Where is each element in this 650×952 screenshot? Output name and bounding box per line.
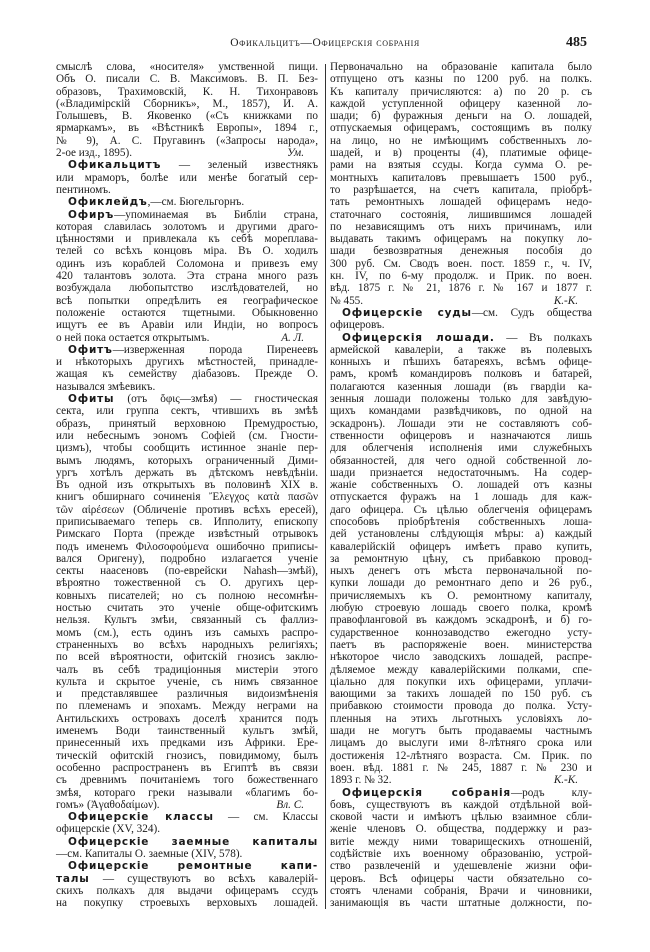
text-line <box>56 861 318 873</box>
text-line: вѣроятно тожественной съ О. другихъ цер- <box>56 577 318 590</box>
text-line: отпускается фуражъ на 1 лошадь для каж- <box>330 491 592 504</box>
text-line: ищутъ ее въ Аравіи или Индіи, но вопросъ <box>56 319 318 332</box>
text-line: Римскаго Порта (прежде извѣстный отрывокъ <box>56 528 318 541</box>
text-line: конныхъ и пѣшихъ батареяхъ, всѣмъ офице- <box>330 356 592 369</box>
text-line <box>56 824 318 836</box>
entry-headword: Офиръ <box>68 208 115 221</box>
text-line <box>56 382 318 394</box>
text-line: по племенамъ и эпохамъ. Между неграми на <box>56 700 318 713</box>
text-line: витіе между ними товарищескихъ отношеній, <box>330 835 592 848</box>
entry-headword: Офикальцитъ <box>68 159 162 172</box>
line-text: о ней пока остается открытымъ. <box>56 331 210 344</box>
text-line: Антильскихъ островахъ доселѣ хранится подъ <box>56 712 318 725</box>
text-line: армейской кавалеріи, а также въ полевыхъ <box>330 343 592 356</box>
text-line: вымъ людямъ, которыхъ ограниченный Дими- <box>56 454 318 467</box>
text-line <box>56 197 318 209</box>
text-line: культа и скрытое ученіе, съ нимъ связанное <box>56 675 318 688</box>
text-line <box>330 296 592 308</box>
entry-headword: Офицерскіе суды <box>342 306 472 319</box>
text-line <box>56 874 318 886</box>
text-line <box>330 333 592 345</box>
text-line: 420 талантовъ золота. Эта страна много разъ <box>56 270 318 283</box>
text-line: купки лошади до ремонтнаго депо и 26 руб., <box>330 577 592 590</box>
text-line: по всей вѣроятности, офитскій гнозисъ заклю- <box>56 651 318 664</box>
text-line: кн. IV, по 6-му продолж. и Прик. по воен. <box>330 270 592 283</box>
author-signature: А. Л. <box>281 331 304 344</box>
text-line: статочнаго состоянія, лишившимся лошадей <box>330 208 592 221</box>
text-line: дѣляемое между кавалерійскими полками, спе- <box>330 663 592 676</box>
text-line <box>330 775 592 787</box>
text-line: подъ именемъ Φιλοσοφούμενα ошибочно приписы- <box>56 540 318 553</box>
text-line: и нѣкоторыхъ другихъ мѣстностей, принадле- <box>56 356 318 369</box>
text-line: положеніе остаются тщетными. Обыкновенно <box>56 306 318 319</box>
text-line: шади безвозвратныя денежныя пособія до <box>330 245 592 258</box>
text-line: съ древнимъ почитаніемъ того божественнаго <box>56 774 318 787</box>
text-line: тическій офитскій гнозисъ, повидимому, былъ <box>56 749 318 762</box>
text-line: цизмъ), чтобы сообщить истинное знаніе пер- <box>56 442 318 455</box>
text-line: рами на взятыя ссуды. Когда сумма О. ре- <box>330 159 592 172</box>
text-line: церовъ. Всѣ офицеры части обязательно со- <box>330 872 592 885</box>
text-line: прибавкою стоимости провода до полка. Усту- <box>330 700 592 713</box>
text-line: достиженія 12-лѣтняго возраста. См. Прик. по <box>330 749 592 762</box>
text-line: любую строевую лошадь своего полка, кромѣ <box>330 602 592 615</box>
text-line: на лицо, но не имѣющимъ собственныхъ ло- <box>330 134 592 147</box>
text-line: ство развлеченій и удешевленіе жизни офи- <box>330 860 592 873</box>
line-text: пентиномъ. <box>56 183 111 196</box>
text-line: секта, или группа сектъ, чтившихъ въ змѣѣ <box>56 405 318 418</box>
entry-headword: Офитъ <box>68 343 113 356</box>
text-line <box>56 394 318 406</box>
entry-text: —изверженная порода Пиренеевъ <box>112 343 318 356</box>
text-line: вающими за такихъ лошадей по 150 руб. съ <box>330 688 592 701</box>
line-text: гомъ» (Ἀγαθοδαίμων). <box>56 798 160 811</box>
text-line: по независящимъ отъ нихъ причинамъ, или <box>330 220 592 233</box>
text-line: вался Оригену), подробно излагается ученіе <box>56 552 318 565</box>
right-column <box>330 62 592 910</box>
text-line: образовъ, Трахимовскій, К. Н. Тихонравовъ <box>56 85 318 98</box>
text-line: и представлявшее различныя видоизмѣненія <box>56 688 318 701</box>
author-signature: К.-К. <box>553 294 578 307</box>
text-line: одинъ изъ кораблей Соломона и привезъ ему <box>56 257 318 270</box>
text-line: кавалерійскій офицеръ имѣетъ право купить, <box>330 540 592 553</box>
text-line: жащая къ семейству діабазовъ. Прежде О. <box>56 368 318 381</box>
text-line <box>56 849 318 861</box>
entry-headword: Офицерскія собранія <box>342 786 511 799</box>
entry-text: —см. Судъ общества <box>471 306 592 319</box>
text-line <box>330 788 592 800</box>
text-line: отпускаемыя офицерамъ, состоящимъ въ полку <box>330 122 592 135</box>
line-text: —см. Капиталы О. заемные (XIV, 578). <box>56 848 243 860</box>
text-line: занимающія въ части штатные должности, по- <box>330 897 592 910</box>
text-line <box>56 800 318 812</box>
text-line: каждой уступленной офицеру казенной ло- <box>330 97 592 110</box>
line-text: офицерскіе (XV, 324). <box>56 823 160 836</box>
text-line <box>330 320 592 332</box>
text-line: именемъ Води таинственный культъ змѣй, <box>56 725 318 738</box>
text-line: Въ одной изъ открытыхъ въ половинѣ XIX в. <box>56 479 318 492</box>
text-line: воен. вѣд. 1881 г. № 245, 1887 г. № 230 и <box>330 761 592 774</box>
text-line: ургъ хотѣлъ держать въ дѣтскомъ невѣдѣніи. <box>56 466 318 479</box>
line-text: 1893 г. № 32. <box>330 774 392 787</box>
text-line: полагаются казенныя лошади (въ гвардіи ка- <box>330 380 592 393</box>
running-header: Офикальцитъ—Офицерскія собранія <box>230 37 420 49</box>
text-line: лицамъ до выслуги ими 8-лѣтняго срока или <box>330 737 592 750</box>
entry-text: —родъ клу- <box>510 786 592 799</box>
text-line <box>56 185 318 197</box>
text-line: всѣ попытки опредѣлить ея географическое <box>56 294 318 307</box>
text-line: телей со всѣхъ концовъ міра. Въ О. ходилъ <box>56 245 318 258</box>
entry-text: —упоминаемая въ Библіи страна, <box>114 208 318 221</box>
text-line: принесенный ихъ предками изъ Африки. Ере- <box>56 737 318 750</box>
text-line: книгъ обширнаго сочиненія Ἔλεγχος κατὰ πασῶν <box>56 491 318 504</box>
line-text: офицеровъ. <box>330 319 385 332</box>
text-line: приписываемаго теперь св. Ипполиту, епископу <box>56 515 318 528</box>
line-text: назывался змѣевикъ. <box>56 380 156 393</box>
text-line <box>56 333 318 345</box>
author-signature: Вл. С. <box>276 798 304 811</box>
text-line: содѣйствіе ихъ военному образованію, устрой- <box>330 848 592 860</box>
text-line: за ремонтную цѣну, съ прибавкою провод- <box>330 552 592 565</box>
page-number: 485 <box>566 35 587 50</box>
text-line: щихъ командами развѣдчиковъ, по одной на <box>330 405 592 418</box>
entry-text: ,—см. Бюгельгорнъ. <box>147 196 245 209</box>
text-line: чалъ въ себѣ традиціонныя мистеріи этого <box>56 663 318 676</box>
author-signature: К.-К. <box>553 774 578 787</box>
text-line: № 9), А. С. Пругавинъ («Запросы народа», <box>56 134 318 147</box>
text-line: зенныя лошади положены только для завѣдую- <box>330 393 592 406</box>
line-text: № 455. <box>330 294 364 307</box>
text-line: Объ О. писали С. В. Максимовъ. В. П. Без- <box>56 73 318 86</box>
text-line: 300 руб. См. Сводъ воен. пост. 1859 г., ч. IV, <box>330 257 592 270</box>
text-line: бовъ, существуютъ въ каждой отдѣльной вой- <box>330 798 592 811</box>
text-line: ціально для покупки ихъ офицерами, уплачи- <box>330 675 592 688</box>
text-line: женіе членовъ О. общества, поддержку и раз- <box>330 823 592 836</box>
text-line: смыслѣ слова, «носителя» умственной пищи. <box>56 61 318 73</box>
text-line: ственности офицеровъ и назначаются лишь <box>330 429 592 442</box>
text-line: или мраморъ, болѣе или менѣе богатый сер- <box>56 171 318 184</box>
text-line: которая славилась золотомъ и другими драго- <box>56 220 318 233</box>
entry-text: — Въ полкахъ <box>494 331 592 344</box>
text-line <box>56 160 318 172</box>
text-line: ныхъ денегъ отъ мѣста первоначальной по- <box>330 565 592 578</box>
left-column <box>56 62 318 910</box>
text-line: шадей, и в) проценты (4), платимые офице- <box>330 147 592 160</box>
entry-headword: Офиклейдъ <box>68 196 148 209</box>
text-line: ностью считать это ученіе обще-офитскимъ <box>56 602 318 615</box>
text-line: Голышевъ, В. Яковенко («Съ книжками по <box>56 110 318 123</box>
text-line: способовъ пріобрѣтенія собственныхъ лоша- <box>330 515 592 528</box>
text-line: Къ капиталу причисляются: а) по 20 р. съ <box>330 85 592 98</box>
entry-headword: талы <box>56 872 90 885</box>
text-line: шади; б) фуражныя деньги на О. лошадей, <box>330 110 592 123</box>
text-line: возбуждала любопытство изслѣдователей, но <box>56 282 318 295</box>
entry-headword: Офиты <box>68 393 115 406</box>
text-line: то разрѣшается, на счетъ капитала, пріобрѣ- <box>330 183 592 196</box>
text-line: скихъ полкахъ для выдачи офицерамъ ссудъ <box>56 884 318 897</box>
text-line: тать ремонтныхъ лошадей офицерамъ недо- <box>330 196 592 209</box>
column-divider <box>325 64 326 909</box>
text-line: выдавать такимъ офицерамъ на покупку ло- <box>330 233 592 246</box>
text-line: («Владимірскій Сборникъ», М., 1857), И. А. <box>56 97 318 110</box>
entry-headword: Офицерскіе классы <box>68 811 214 824</box>
text-line: шади не могутъ быть продаваемы частнымъ <box>330 725 592 738</box>
text-line: шади признается недостаточнымъ. На содер- <box>330 466 592 479</box>
text-line: даго офицера. Съ цѣлью облегченія офицерамъ <box>330 503 592 516</box>
text-line: нѣкоторое число заводскихъ лошадей, распре- <box>330 651 592 664</box>
text-line <box>56 837 318 849</box>
entry-text: — зеленый известнякъ <box>161 159 318 172</box>
text-line: ярмаркамъ», въ «Вѣстникѣ Европы», 1894 г., <box>56 122 318 135</box>
text-line: для облегченія исполненія ими служебныхъ <box>330 442 592 455</box>
text-line: секты наасеновъ (по-еврейски Nahash—змѣй), <box>56 565 318 578</box>
entry-text: — существуютъ во всѣхъ кавалерій- <box>89 872 318 885</box>
line-text: 2-ое изд., 1895). <box>56 147 132 160</box>
entry-text: — см. Классы <box>213 811 318 824</box>
text-line: монтныхъ капиталовъ превышаетъ 1500 руб., <box>330 171 592 184</box>
text-line: рамъ, кромѣ командировъ полковъ и батарей, <box>330 368 592 381</box>
text-line <box>330 308 592 320</box>
text-line: τῶν αἱρέσεων (Обличеніе противъ всѣхъ ересей), <box>56 503 318 516</box>
text-line: причисляемыхъ къ О. ремонтному капиталу, <box>330 589 592 602</box>
text-line: момъ (см.), есть одинъ изъ самыхъ распро- <box>56 626 318 639</box>
text-line: паетъ въ распоряженіе воен. министерства <box>330 638 592 651</box>
text-line: жаніе собственныхъ О. лошадей отъ казны <box>330 479 592 492</box>
text-line: змѣя, котораго греки называли «благимъ бо- <box>56 786 318 799</box>
text-line: эскадронъ). Лошади эти не составляютъ соб- <box>330 417 592 430</box>
text-line: сковой части и имѣютъ цѣлью взаимное сбли- <box>330 811 592 824</box>
author-signature: Ум. <box>287 147 304 160</box>
text-line: цѣнностями и привлекала къ себѣ мореплава- <box>56 233 318 246</box>
text-line: страненныхъ во всѣхъ народныхъ религіяхъ; <box>56 638 318 651</box>
text-line: пленныя на этихъ льготныхъ условіяхъ ло- <box>330 712 592 725</box>
text-line <box>56 812 318 824</box>
text-line <box>56 148 318 160</box>
text-line: стоятъ членами собранія, Врачи и чиновники, <box>330 884 592 897</box>
text-line: нельзя. Культъ змѣи, связанный съ фаллиз- <box>56 614 318 627</box>
text-line: Первоначально на образованіе капитала было <box>330 61 592 73</box>
text-line: вѣд. 1875 г. № 21, 1876 г. № 167 и 1877 г. <box>330 282 592 295</box>
text-line: особенно распространенъ въ Египтѣ въ связи <box>56 761 318 774</box>
text-line <box>56 345 318 357</box>
text-line: на покупку строевыхъ верховыхъ лошадей. <box>56 897 318 910</box>
text-line: или небеснымъ эономъ Софіей (см. Гности- <box>56 429 318 442</box>
entry-headword: Офицерскія лошади. <box>342 331 495 344</box>
text-line: сударственное коннозаводство ежегодно усту- <box>330 626 592 639</box>
text-line: обязанностей, для чего одной собственной ло- <box>330 454 592 467</box>
text-line: образъ, принятый верховною Премудростью, <box>56 417 318 430</box>
text-line <box>56 210 318 222</box>
text-line: правофланговой въ каждомъ эскадронѣ, и б) го- <box>330 614 592 627</box>
entry-text: (отъ ὄφις—змѣя) — гностическая <box>114 393 318 406</box>
entry-headword: Офицерскіе ремонтные капи- <box>68 860 318 873</box>
text-line: дей установлены слѣдующія мѣры: а) каждый <box>330 528 592 541</box>
entry-headword: Офицерскіе заемные капиталы <box>68 835 318 848</box>
text-line: отпущено отъ казны по 1200 руб. на полкъ. <box>330 73 592 86</box>
text-line: ковныхъ писателей; но съ полною несомнѣн- <box>56 589 318 602</box>
